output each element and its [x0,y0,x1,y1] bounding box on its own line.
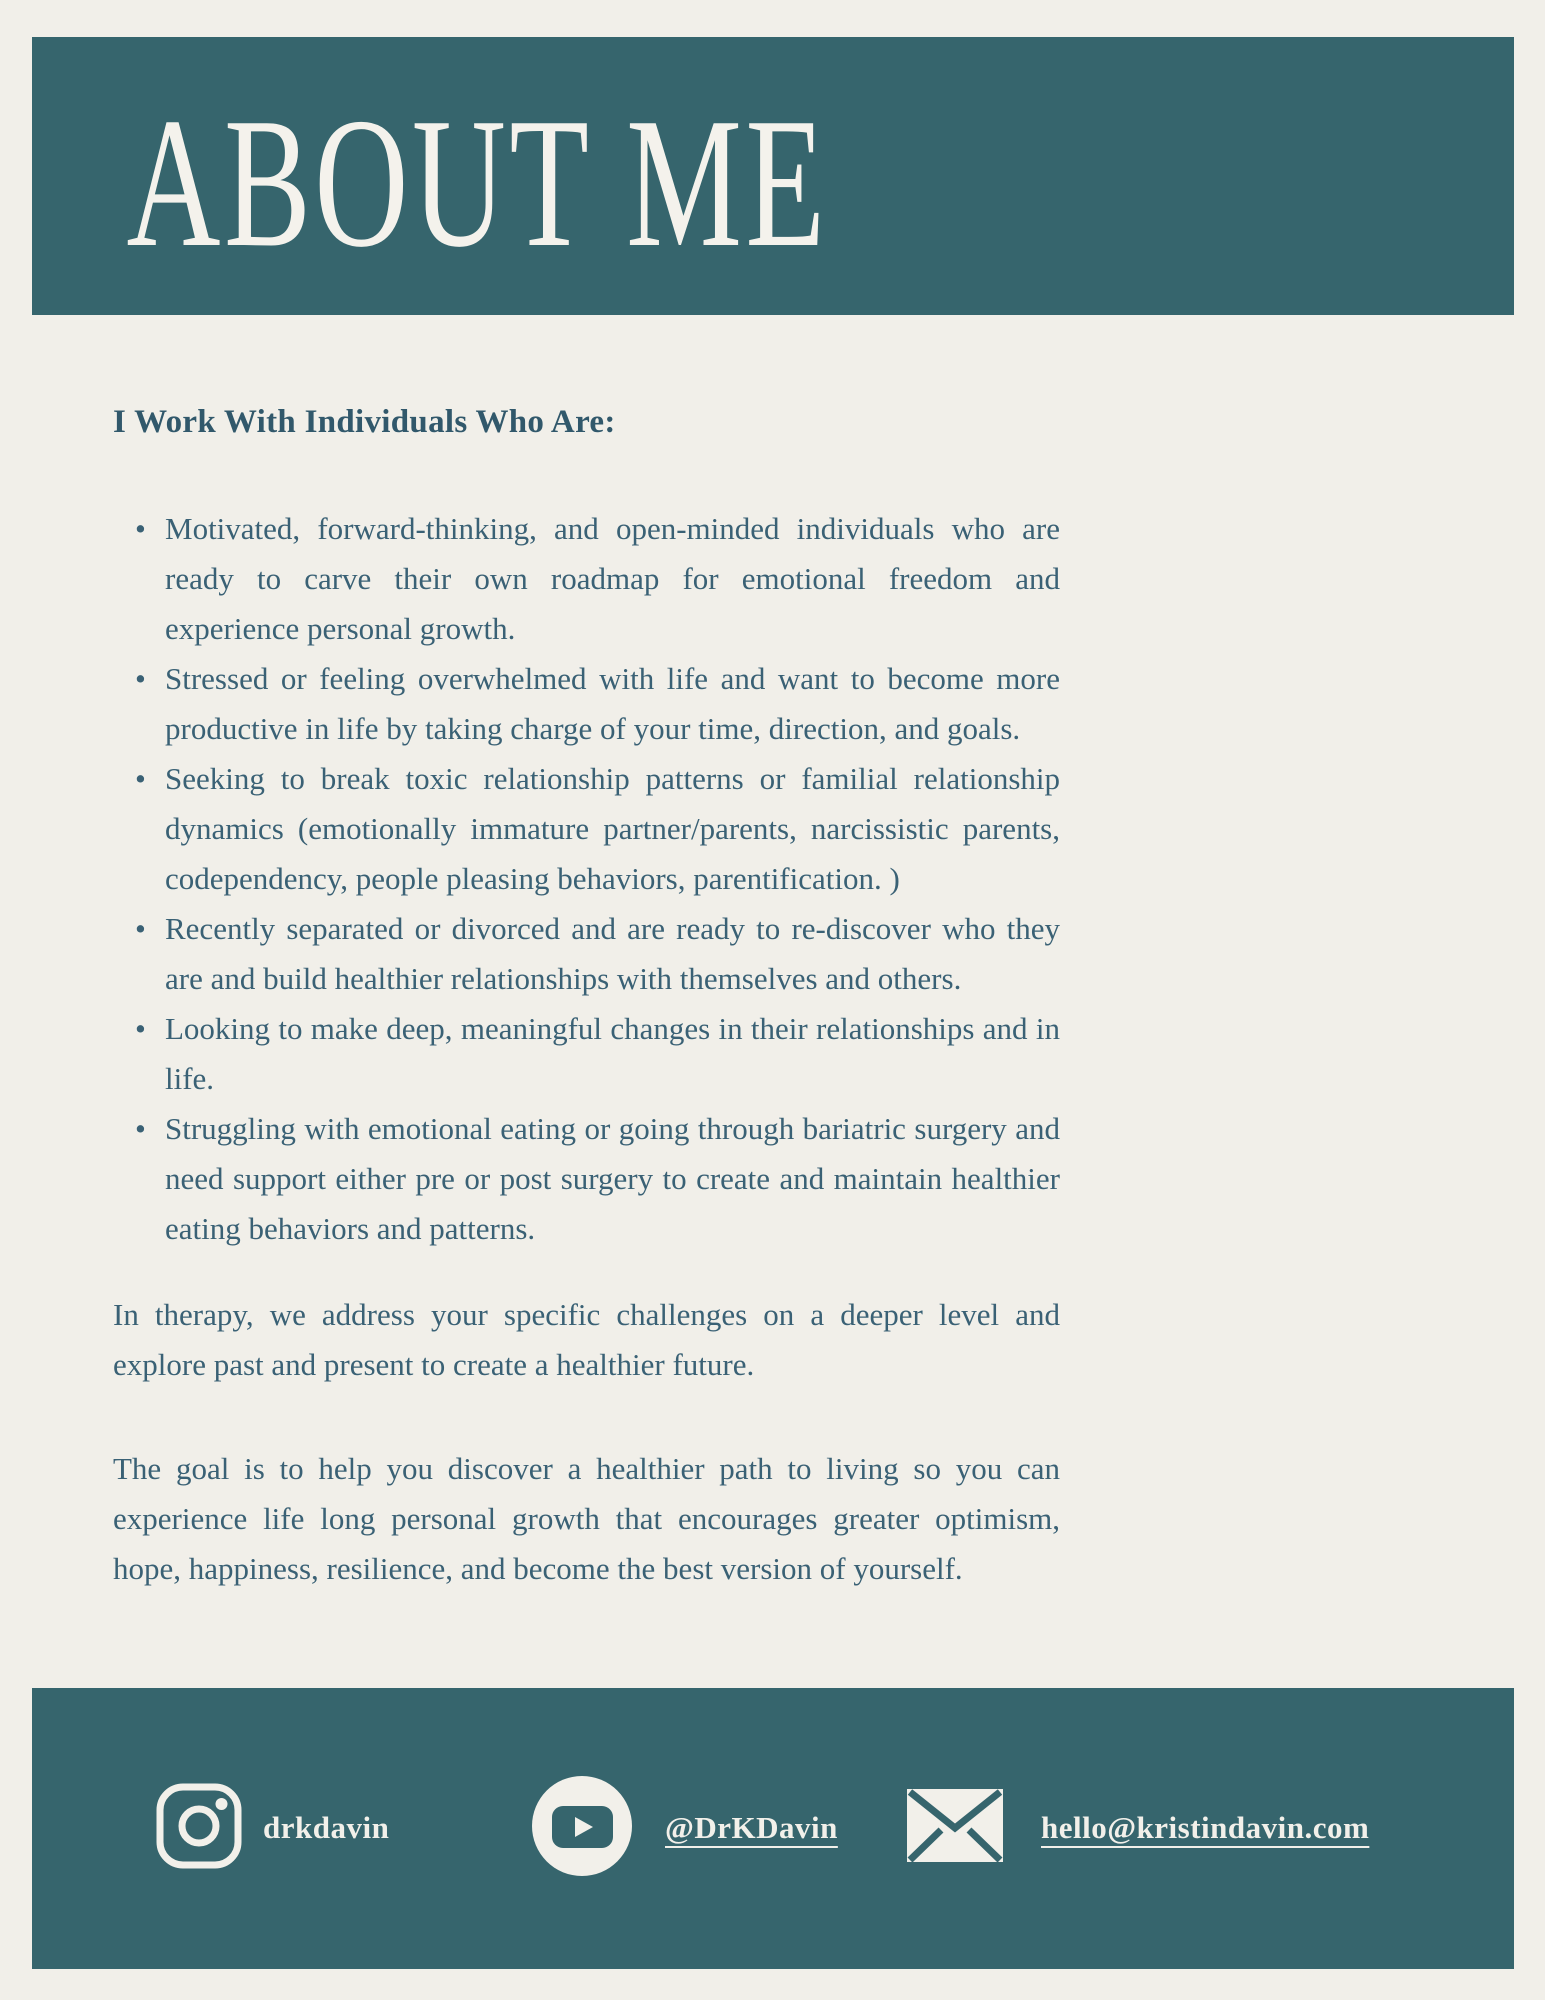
header-banner [32,37,1514,315]
main-content [113,400,1060,1594]
list-item: • Looking to make deep, meaningful changes in their relationships and in life. [165,1004,1060,1104]
instagram-contact [155,1776,389,1880]
instagram-handle: drkdavin [263,1810,390,1845]
email-contact [907,1776,1369,1880]
youtube-icon [532,1776,632,1881]
email-envelope-icon [907,1789,1003,1867]
list-item: • Struggling with emotional eating or going through bariatric surgery and need support either pre or post surgery to create and maintain healthier eating behaviors and patterns. [165,1104,1060,1254]
footer-banner [32,1688,1514,1969]
email-address-link[interactable]: hello@kristindavin.com [1041,1810,1370,1845]
instagram-icon [155,1782,243,1875]
list-item: • Stressed or feeling overwhelmed with life and want to become more productive in life by taking charge of your time, direction, and goals. [165,654,1060,754]
therapy-paragraph: In therapy, we address your specific challenges on a deeper level and explore past and present to create a healthier future. [113,1297,1060,1382]
list-item: • Recently separated or divorced and are ready to re-discover who they are and build healthier relationships with themselves and others. [165,904,1060,1004]
section-heading: I Work With Individuals Who Are: [113,404,616,440]
page-title: ABOUT ME [126,80,829,286]
list-item: • Seeking to break toxic relationship patterns or familial relationship dynamics (emotionally immature partner/parents, narcissistic parents, codependency, people pleasing behaviors, parentification. ) [165,754,1060,904]
youtube-contact [532,1776,838,1880]
youtube-handle-link[interactable]: @DrKDavin [665,1810,838,1845]
goal-paragraph: The goal is to help you discover a healthier path to living so you can experience life long personal growth that encourages greater optimism, hope, happiness, resilience, and become the best version of yourself. [113,1451,1060,1586]
list-item: • Motivated, forward-thinking, and open-minded individuals who are ready to carve their own roadmap for emotional freedom and experience personal growth. [165,504,1060,654]
audience-bullet-list [113,504,1060,1254]
